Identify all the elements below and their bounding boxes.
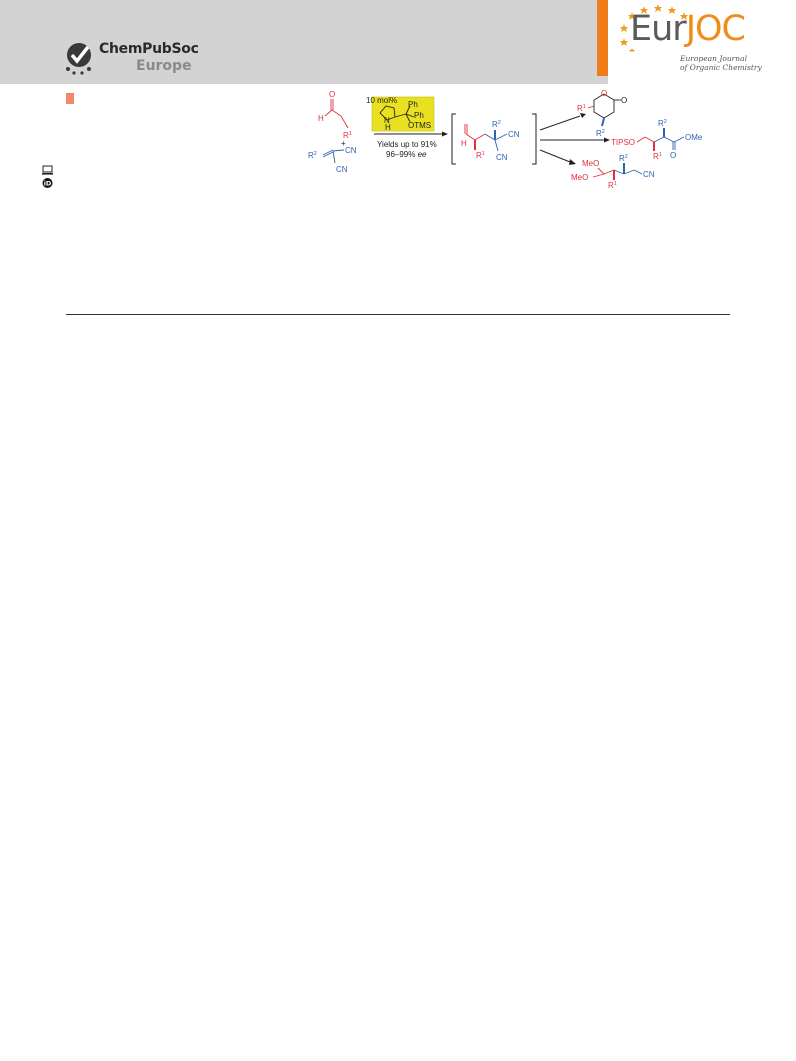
intermediate-cn-1: CN [508, 130, 520, 139]
aldehyde-h: H [318, 114, 324, 123]
catalyst-loading: 10 mol% [366, 96, 398, 105]
publisher-region: Europe [136, 58, 192, 74]
product-arrows [540, 116, 604, 162]
intermediate-h: H [461, 139, 467, 148]
lactone-o-carbonyl: O [621, 96, 628, 105]
lactone-o-ring: O [601, 89, 608, 98]
journal-logo-joc: JOC [685, 9, 745, 49]
acetal-meo-2: MeO [571, 173, 589, 182]
ester-tipso: TIPSO [611, 138, 636, 147]
intermediate-r1-sup: 1 [481, 151, 485, 157]
acetal-product [593, 163, 642, 180]
bracket-right [532, 114, 536, 164]
svg-text:R1 [653, 152, 662, 161]
journal-full-name-line2: of Organic Chemistry [680, 63, 762, 72]
malononitrile-r: R [308, 151, 314, 160]
ester-o: O [670, 151, 677, 160]
catalyst-ph-2: Ph [414, 111, 424, 120]
plus-sign: + [341, 139, 346, 148]
section-marker [66, 93, 74, 104]
reaction-scheme [308, 86, 728, 192]
svg-text:R2 [492, 120, 501, 129]
ee-value: 96–99% [386, 150, 416, 159]
lactone-r1: R [577, 104, 583, 113]
malononitrile-cn-1: CN [345, 146, 357, 155]
acetal-cn: CN [643, 170, 655, 179]
section-divider [66, 314, 730, 315]
lactone-r2-sup: 2 [601, 129, 605, 135]
aldehyde-r-sup: 1 [348, 131, 352, 137]
intermediate-r2-sup: 2 [497, 120, 501, 126]
svg-text:R2 [308, 151, 317, 160]
intermediate [465, 124, 507, 151]
intermediate-r1: R [476, 151, 482, 160]
side-icons [40, 164, 56, 194]
svg-text:R2 [619, 154, 628, 163]
ester-r2: R [658, 119, 664, 128]
svg-text:iD: iD [43, 179, 52, 188]
ester-product [637, 128, 684, 151]
aldehyde-o: O [329, 90, 336, 99]
intermediate-cn-2: CN [496, 153, 508, 162]
svg-text:R1 [476, 151, 485, 160]
acetal-r2-sup: 2 [624, 154, 628, 160]
ee-unit: ee [417, 150, 427, 159]
laptop-icon[interactable] [42, 166, 53, 175]
orcid-icon[interactable] [43, 178, 53, 188]
svg-text:96–99% ee [386, 150, 427, 159]
malononitrile-reactant [323, 150, 344, 163]
acetal-r2: R [619, 154, 625, 163]
aldehyde-reactant [325, 99, 348, 128]
ester-ome: OMe [685, 133, 703, 142]
journal-full-name-line1: European Journal [680, 54, 747, 63]
catalyst-h: H [385, 123, 391, 132]
acetal-meo-1: MeO [582, 159, 600, 168]
yield-text: Yields up to 91% [377, 140, 437, 149]
catalyst-n: N [384, 116, 390, 125]
journal-logo-text [630, 9, 745, 49]
catalyst-ph-1: Ph [408, 100, 418, 109]
lactone-product [588, 94, 621, 126]
acetal-r1-sup: 1 [613, 181, 617, 187]
ester-r1-sup: 1 [658, 152, 662, 158]
orange-accent-bar [597, 0, 608, 76]
catalyst-otms: OTMS [408, 121, 432, 130]
publisher-name: ChemPubSoc [99, 41, 199, 57]
bracket-left [452, 114, 456, 164]
lactone-r2: R [596, 129, 602, 138]
malononitrile-r-sup: 2 [313, 151, 317, 157]
aldehyde-r: R [343, 131, 349, 140]
ester-r2-sup: 2 [663, 119, 667, 125]
ester-r1: R [653, 152, 659, 161]
malononitrile-cn-2: CN [336, 165, 348, 174]
lactone-r1-sup: 1 [582, 104, 586, 110]
svg-text:R1 [577, 104, 586, 113]
svg-text:R1 [608, 181, 617, 190]
svg-text:R2 [658, 119, 667, 128]
journal-logo-eur: Eur [630, 9, 686, 49]
intermediate-r2: R [492, 120, 498, 129]
acetal-r1: R [608, 181, 614, 190]
svg-text:R2 [596, 129, 605, 138]
